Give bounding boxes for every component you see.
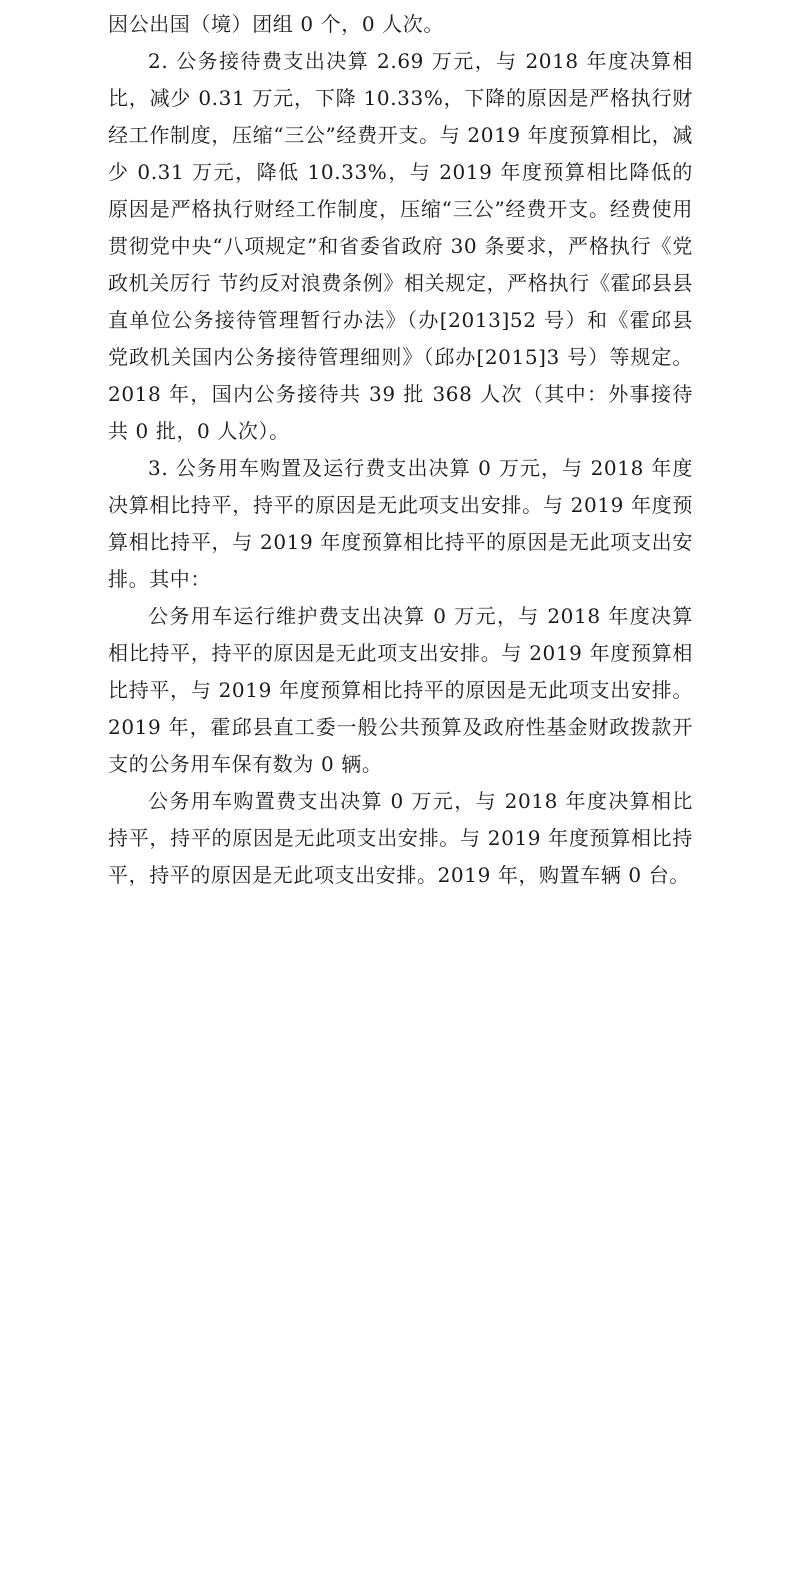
paragraph-continuation: 因公出国（境）团组 0 个，0 人次。 — [108, 12, 444, 36]
paragraph-vehicle-maintenance: 公务用车运行维护费支出决算 0 万元，与 2018 年度决算相比持平，持平的原因是无此项支出安排。与 2019 年度预算相比持平，与 2019 年度预算相比持平的原因是无此项支出安排。2019 年，霍邱县直工委一般公共预算及政府性基金财政拨款开支的公务用车保有数为 0 辆。 — [108, 604, 693, 776]
document-body — [108, 6, 693, 894]
paragraph-reception-expense: 2. 公务接待费支出决算 2.69 万元，与 2018 年度决算相比，减少 0.31 万元，下降 10.33%，下降的原因是严格执行财经工作制度，压缩“三公”经费开支。与 2019 年度预算相比，减少 0.31 万元，降低 10.33%，与 2019 年度预算相比降低的原因是严格执行财经工作制度，压缩“三公”经费开支。经费使用贯彻党中央“八项规定”和省委省政府 30 条要求，严格执行《党政机关厉行 节约反对浪费条例》相关规定，严格执行《霍邱县县直单位公务接待管理暂行办法》（办[2013]52 号）和《霍邱县党政机关国内公务接待管理细则》（邱办[2015]3 号）等规定。2018 年，国内公务接待共 39 批 368 人次（其中：外事接待共 0 批，0 人次）。 — [108, 49, 693, 443]
paragraph-vehicle-purchase: 公务用车购置费支出决算 0 万元，与 2018 年度决算相比持平，持平的原因是无此项支出安排。与 2019 年度预算相比持平，持平的原因是无此项支出安排。2019 年，购置车辆 0 台。 — [108, 789, 693, 887]
paragraph-vehicle-expense: 3. 公务用车购置及运行费支出决算 0 万元，与 2018 年度决算相比持平，持平的原因是无此项支出安排。与 2019 年度预算相比持平，与 2019 年度预算相比持平的原因是无此项支出安排。其中： — [108, 456, 693, 591]
